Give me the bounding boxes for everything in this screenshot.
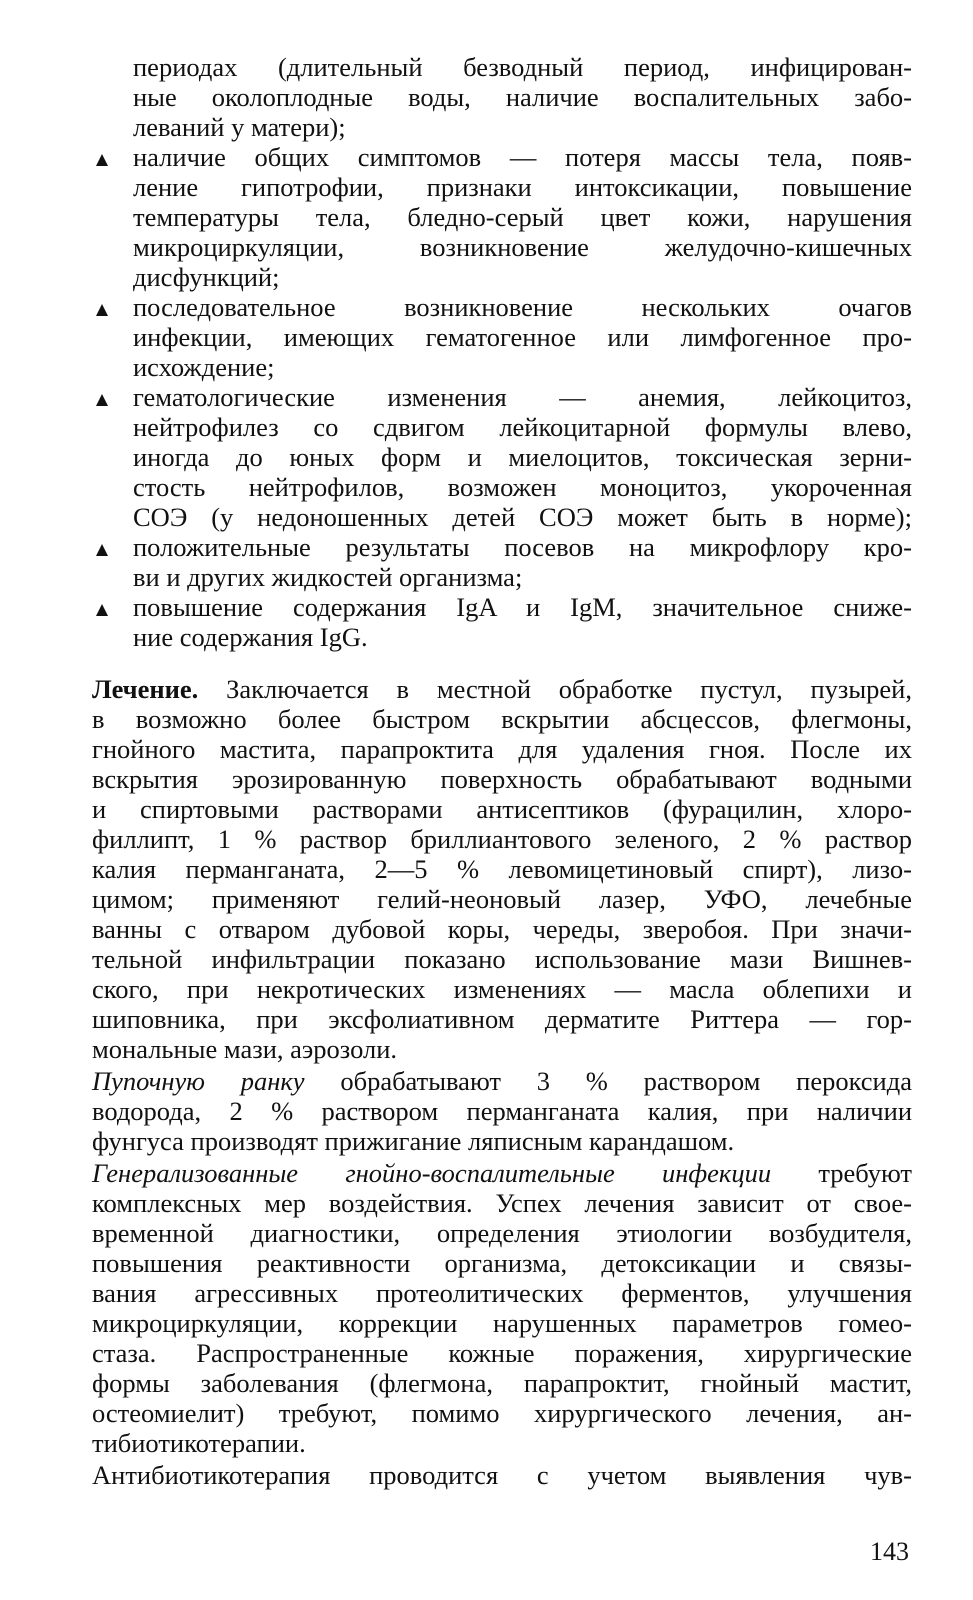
- text-line: вскрытия эрозированную поверхность обрабатывают водными: [92, 764, 912, 794]
- text-line: леваний у матери);: [133, 112, 346, 142]
- text-line: стаза. Распространенные кожные поражения, хирургические: [92, 1338, 912, 1368]
- text-line: водорода, 2 % раствором перманганата калия, при наличии: [92, 1096, 912, 1126]
- text-line: микроциркуляции, коррекции нарушенных параметров гомео-: [92, 1308, 912, 1338]
- italic-term: Пупочную ранку: [92, 1066, 305, 1096]
- text-line: ление гипотрофии, признаки интоксикации, повышение: [133, 172, 912, 202]
- text-line: комплексных мер воздействия. Успех лечения зависит от свое-: [92, 1188, 912, 1218]
- text-line: инфекции, имеющих гематогенное или лимфогенное про-: [133, 322, 912, 352]
- text-line: и спиртовыми растворами антисептиков (фурацилин, хлоро-: [92, 794, 912, 824]
- text-line: ванны с отваром дубовой коры, череды, зверобоя. При значи-: [92, 914, 912, 944]
- text-line: в возможно более быстром вскрытии абсцессов, флегмоны,: [92, 704, 912, 734]
- text-line: фунгуса производят прижигание ляписным карандашом.: [92, 1126, 735, 1156]
- text-line: периодах (длительный безводный период, инфицирован-: [133, 52, 912, 82]
- text-line: повышение содержания IgA и IgM, значительное сниже-: [133, 592, 912, 622]
- text-line: Антибиотикотерапия проводится с учетом выявления чув-: [92, 1460, 912, 1490]
- page-number: 143: [870, 1537, 909, 1566]
- italic-term: Генерализованные гнойно-воспалительные инфекции: [92, 1158, 772, 1188]
- text-line: цимом; применяют гелий-неоновый лазер, УФО, лечебные: [92, 884, 912, 914]
- text-line: тельной инфильтрации показано использование мази Вишнев-: [92, 944, 912, 974]
- triangle-bullet-icon: [96, 544, 110, 558]
- text-line: наличие общих симптомов — потеря массы тела, появ-: [133, 142, 912, 172]
- text-line: вания агрессивных протеолитических ферментов, улучшения: [92, 1278, 912, 1308]
- text-line: гематологические изменения — анемия, лейкоцитоз,: [133, 382, 912, 412]
- text-line: шиповника, при эксфолиативном дерматите Риттера — гор-: [92, 1004, 912, 1034]
- treatment-heading: Лечение.: [92, 674, 199, 704]
- text-line: микроциркуляции, возникновение желудочно-кишечных: [133, 232, 912, 262]
- text-line: последовательное возникновение нескольких очагов: [133, 292, 912, 322]
- text-line: исхождение;: [133, 352, 275, 382]
- text-line: повышения реактивности организма, детоксикации и связы-: [92, 1248, 912, 1278]
- text-line: положительные результаты посевов на микрофлору кро-: [133, 532, 912, 562]
- text-line: иногда до юных форм и миелоцитов, токсическая зерни-: [133, 442, 912, 472]
- text-line: ви и других жидкостей организма;: [133, 562, 523, 592]
- triangle-bullet-icon: [96, 304, 110, 318]
- text-line: нейтрофилез со сдвигом лейкоцитарной формулы влево,: [133, 412, 912, 442]
- text-line: ского, при некротических изменениях — масла облепихи и: [92, 974, 912, 1004]
- text-line: формы заболевания (флегмона, парапроктит, гнойный мастит,: [92, 1368, 912, 1398]
- triangle-bullet-icon: [96, 394, 110, 408]
- text-line: мональные мази, аэрозоли.: [92, 1034, 398, 1064]
- text-line: дисфункций;: [133, 262, 280, 292]
- treatment-first-line: [92, 674, 912, 704]
- text-line: калия перманганата, 2—5 % левомицетиновый спирт), лизо-: [92, 854, 912, 884]
- text-line: ние содержания IgG.: [133, 622, 368, 652]
- text-line: временной диагностики, определения этиологии возбудителя,: [92, 1218, 912, 1248]
- text-line: остеомиелит) требуют, помимо хирургического лечения, ан-: [92, 1398, 912, 1428]
- text-line: тибиотикотерапии.: [92, 1428, 306, 1458]
- text-line: температуры тела, бледно-серый цвет кожи, нарушения: [133, 202, 912, 232]
- triangle-bullet-icon: [96, 604, 110, 618]
- text-line: стость нейтрофилов, возможен моноцитоз, укороченная: [133, 472, 912, 502]
- text-line: гнойного мастита, парапроктита для удаления гноя. После их: [92, 734, 912, 764]
- text-line: СОЭ (у недоношенных детей СОЭ может быть в норме);: [133, 502, 912, 532]
- generalized-first-line: [92, 1158, 912, 1188]
- text-span: требуют: [771, 1158, 912, 1188]
- umbilical-first-line: [92, 1066, 912, 1096]
- text-span: Заключается в местной обработке пустул, пузырей,: [198, 674, 912, 704]
- text-span: обрабатывают 3 % раствором пероксида: [304, 1066, 912, 1096]
- text-line: филлипт, 1 % раствор бриллиантового зеленого, 2 % раствор: [92, 824, 912, 854]
- text-line: ные околоплодные воды, наличие воспалительных забо-: [133, 82, 912, 112]
- triangle-bullet-icon: [96, 154, 110, 168]
